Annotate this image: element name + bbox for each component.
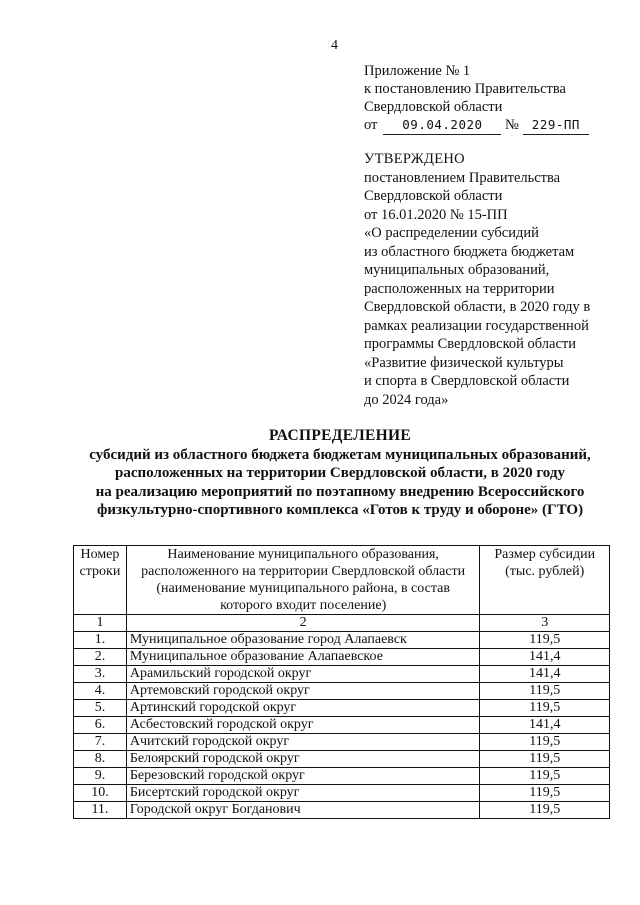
subsidy-amount: 141,4 [480, 717, 610, 734]
approved-heading: УТВЕРЖДЕНО [364, 151, 465, 167]
municipality-name: Березовский городской округ [126, 768, 480, 785]
document-title [70, 427, 610, 520]
table-row [74, 700, 610, 717]
table-row [74, 768, 610, 785]
row-number: 5. [74, 700, 127, 717]
municipality-name: Асбестовский городской округ [126, 717, 480, 734]
municipality-name: Городской округ Богданович [126, 802, 480, 819]
municipality-name: Артинский городской округ [126, 700, 480, 717]
municipality-name: Бисертский городской округ [126, 785, 480, 802]
approved-line: муниципальных образований, [364, 262, 550, 278]
subsidy-amount: 119,5 [480, 734, 610, 751]
column-number: 3 [480, 615, 610, 632]
approved-line: рамках реализации государственной [364, 317, 589, 334]
approved-block [364, 150, 590, 409]
number-label: № [505, 117, 519, 133]
approved-line: Свердловской области [364, 188, 503, 204]
row-number: 9. [74, 768, 127, 785]
from-label: от [364, 117, 378, 133]
municipality-name: Муниципальное образование Алапаевское [126, 649, 480, 666]
title-line: на реализацию мероприятий по поэтапному внедрению Всероссийского [95, 483, 585, 500]
approved-line: и спорта в Свердловской области [364, 373, 570, 389]
row-number: 4. [74, 683, 127, 700]
title-line: расположенных на территории Свердловской области, в 2020 году [115, 465, 565, 481]
municipality-name: Арамильский городской округ [126, 666, 480, 683]
municipality-name: Муниципальное образование город Алапаевск [126, 632, 480, 649]
attachment-line-3: Свердловской области [364, 99, 503, 115]
header-municipality: Наименование муниципального образования, расположенного на территории Свердловской области (наименование муниципального района, в состав которого входит поселение) [126, 546, 480, 615]
handwritten-number: 229-ПП [523, 116, 589, 135]
page-number: 4 [331, 38, 338, 53]
table-row [74, 666, 610, 683]
column-number: 1 [74, 615, 127, 632]
municipality-name: Артемовский городской округ [126, 683, 480, 700]
table-row [74, 717, 610, 734]
subsidy-amount: 141,4 [480, 666, 610, 683]
subsidy-amount: 119,5 [480, 768, 610, 785]
approved-line: «О распределении субсидий [364, 225, 539, 241]
table-header-row [74, 546, 610, 615]
table-row [74, 785, 610, 802]
table-row [74, 683, 610, 700]
column-number-row [74, 615, 610, 632]
approved-line: «Развитие физической культуры [364, 354, 564, 371]
approved-line: от 16.01.2020 № 15-ПП [364, 206, 508, 223]
approved-line: из областного бюджета бюджетам [364, 243, 575, 260]
attachment-date-line [364, 116, 589, 135]
approved-line: расположенных на территории [364, 280, 555, 297]
row-number: 3. [74, 666, 127, 683]
subsidies-table [73, 545, 610, 819]
title-line: физкультурно-спортивного комплекса «Готов к труду и обороне» (ГТО) [96, 502, 584, 518]
subsidy-amount: 119,5 [480, 802, 610, 819]
attachment-title: Приложение № 1 [364, 63, 471, 79]
title-line: субсидий из областного бюджета бюджетам муниципальных образований, [89, 446, 591, 463]
subsidy-amount: 119,5 [480, 683, 610, 700]
table-row [74, 649, 610, 666]
municipality-name: Ачитский городской округ [126, 734, 480, 751]
table-row [74, 632, 610, 649]
subsidy-amount: 119,5 [480, 785, 610, 802]
attachment-line-2: к постановлению Правительства [364, 81, 566, 97]
subsidy-amount: 119,5 [480, 700, 610, 717]
approved-line: программы Свердловской области [364, 336, 577, 352]
table-row [74, 802, 610, 819]
municipality-name: Белоярский городской округ [126, 751, 480, 768]
subsidy-amount: 119,5 [480, 751, 610, 768]
row-number: 10. [74, 785, 127, 802]
row-number: 11. [74, 802, 127, 819]
approved-line: до 2024 года» [364, 391, 449, 408]
attachment-block [364, 62, 589, 135]
header-row-number: Номер строки [74, 546, 127, 615]
column-number: 2 [126, 615, 480, 632]
table-row [74, 734, 610, 751]
row-number: 7. [74, 734, 127, 751]
header-subsidy-size: Размер субсидии (тыс. рублей) [480, 546, 610, 615]
subsidy-amount: 119,5 [480, 632, 610, 649]
approved-line: Свердловской области, в 2020 году в [364, 299, 591, 315]
approved-line: постановлением Правительства [364, 169, 561, 186]
title-main: РАСПРЕДЕЛЕНИЕ [269, 427, 411, 444]
row-number: 8. [74, 751, 127, 768]
table-row [74, 751, 610, 768]
row-number: 6. [74, 717, 127, 734]
row-number: 1. [74, 632, 127, 649]
handwritten-date: 09.04.2020 [383, 116, 501, 135]
row-number: 2. [74, 649, 127, 666]
subsidy-amount: 141,4 [480, 649, 610, 666]
